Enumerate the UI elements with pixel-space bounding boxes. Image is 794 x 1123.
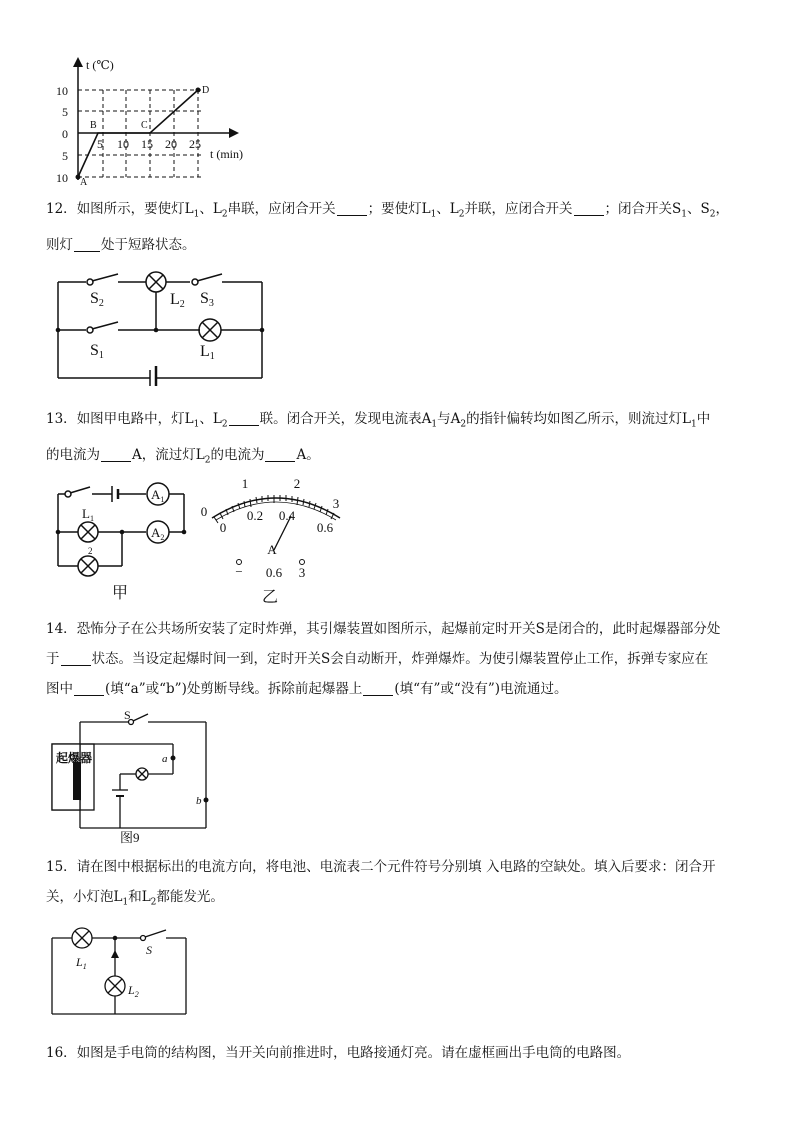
ammeter-a2: $A_2$ xyxy=(151,525,165,542)
label-s: S xyxy=(124,708,131,722)
label-l2: L2 xyxy=(170,291,185,310)
x-tick: 10 xyxy=(117,137,129,151)
label-l2: $L_2$ xyxy=(128,983,139,999)
answer-blank[interactable] xyxy=(74,237,100,252)
point-d-label: D xyxy=(202,85,210,96)
dial-bottom-scale: 0.6 xyxy=(316,520,334,535)
figure-caption: 图9 xyxy=(120,830,140,845)
x-tick: 15 xyxy=(141,137,153,151)
answer-blank[interactable] xyxy=(229,411,259,426)
y-tick: 10 xyxy=(56,171,68,185)
ammeter-a1: $A_1$ xyxy=(151,487,165,504)
graph-y-label: t (℃) xyxy=(86,58,114,72)
dial-bottom-scale: 0.4 xyxy=(278,508,296,523)
answer-blank[interactable] xyxy=(265,447,295,462)
question-13-circuit xyxy=(50,480,200,600)
label-l1: $L_1$ xyxy=(82,506,94,523)
dial-bottom-scale: 0.2 xyxy=(246,508,264,523)
terminal-3: 3 xyxy=(298,565,306,580)
terminal-0.6: 0.6 xyxy=(265,565,283,580)
label-s3: S3 xyxy=(200,290,214,309)
answer-blank[interactable] xyxy=(61,651,91,666)
label-s: S xyxy=(146,943,152,957)
question-14-text: 14．恐怖分子在公共场所安装了定时炸弹，其引爆装置如图所示，起爆前定时开关S是闭合的，此时起爆器部分处 于 状态。当设定起爆时间一到，定时开关S会自动断开，炸弹爆炸。为使引爆装置停止工作，拆弹专家应在 图中 (填“a”或“b”)处剪断导线。拆除前起爆器上 (填“有”或“没有”)电流通过。 xyxy=(46,621,721,697)
dial-top-scale: 2 xyxy=(293,476,301,491)
dial-unit: A xyxy=(267,542,277,557)
dial-zero: 0 xyxy=(200,504,208,519)
answer-blank[interactable] xyxy=(574,201,604,216)
answer-blank[interactable] xyxy=(363,681,393,696)
x-tick: 20 xyxy=(165,137,177,151)
x-tick: 25 xyxy=(189,137,201,151)
detonator-label: 起爆器 xyxy=(56,751,93,765)
label-yi: 乙 xyxy=(262,587,279,606)
dial-bottom-scale: 0 xyxy=(219,520,227,535)
point-b-label: B xyxy=(90,120,97,131)
point-c-label: C xyxy=(141,120,148,131)
y-tick: 0 xyxy=(62,127,68,141)
question-12-text: 12．如图所示，要使灯$L_1$、$L_2$串联，应闭合开关 ；要使灯$L_1$、$L_2$并联，应闭合开关 ；闭合开关$S_1$、$S_2$， 则灯 处于短路状态。 xyxy=(46,201,729,253)
y-tick: 10 xyxy=(56,84,68,98)
y-tick: 5 xyxy=(62,149,68,163)
temperature-time-graph xyxy=(46,55,246,188)
ammeter-dial xyxy=(198,470,348,610)
label-s2: S2 xyxy=(90,290,104,309)
answer-blank[interactable] xyxy=(101,447,131,462)
x-tick: 5 xyxy=(97,137,103,151)
question-12-circuit xyxy=(50,270,270,385)
label-jia: 甲 xyxy=(112,583,129,602)
terminal-minus: − xyxy=(235,564,243,579)
label-s1: S1 xyxy=(90,342,104,361)
label-a: a xyxy=(162,753,168,765)
question-13-text: 13．如图甲电路中，灯$L_1$、$L_2$ 联。闭合开关，发现电流表$A_1$与$A_2$的指针偏转均如图乙所示，则流过灯$L_1$中 的电流为 A，流过灯$L_2$的电流为 A。 xyxy=(46,411,711,466)
answer-blank[interactable] xyxy=(337,201,367,216)
question-15-text: 15．请在图中根据标出的电流方向，将电池、电流表二个元件符号分别填 入电路的空缺处。填入后要求：闭合开 关，小灯泡$L_1$和$L_2$都能发光。 xyxy=(46,859,716,908)
label-l2-sub: 2 xyxy=(88,546,93,556)
label-l1: L1 xyxy=(200,343,215,362)
point-a-label: A xyxy=(80,177,88,188)
dial-top-scale: 1 xyxy=(241,476,249,491)
label-l1: $L_1$ xyxy=(76,955,87,971)
question-15-circuit xyxy=(48,924,198,1024)
answer-blank[interactable] xyxy=(74,681,104,696)
question-16-text: 16．如图是手电筒的结构图，当开关向前推进时，电路接通灯亮。请在虚框画出手电筒的电路图。 xyxy=(46,1045,631,1061)
question-14-circuit xyxy=(48,706,218,846)
label-b: b xyxy=(196,795,202,807)
graph-x-label: t (min) xyxy=(210,147,243,161)
y-tick: 5 xyxy=(62,105,68,119)
dial-top-scale: 3 xyxy=(332,496,340,511)
